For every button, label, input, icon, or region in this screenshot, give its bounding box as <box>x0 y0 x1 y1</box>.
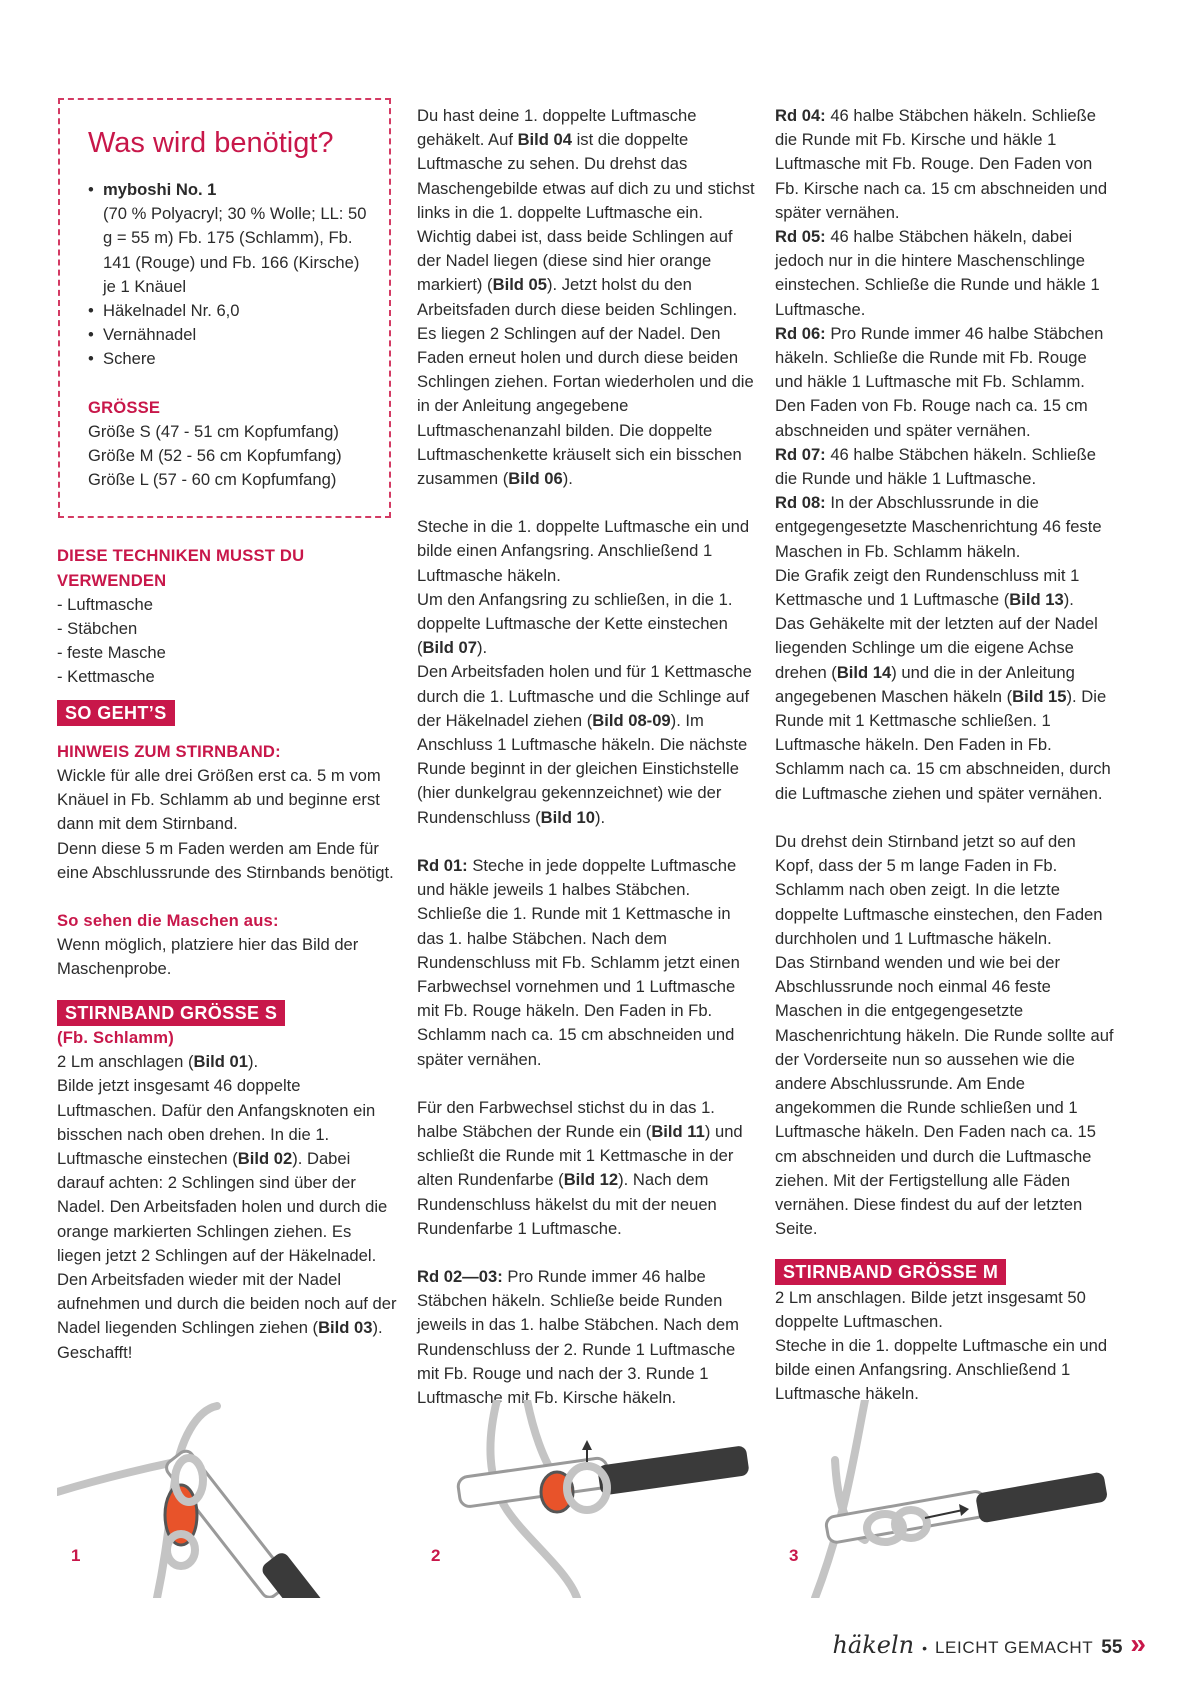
technique-item: - Stäbchen <box>57 619 138 639</box>
hinweis-text-1: Wickle für alle drei Größen erst ca. 5 m vom Knäuel in Fb. Schlamm ab und beginne erst dann mit dem Stirnband. <box>57 766 381 834</box>
materials-list <box>88 178 369 372</box>
round-08: Rd 08: In der Abschlussrunde in die entgegengesetzte Maschenrichtung 46 feste Maschen in Fb. Schlamm häkeln. <box>775 493 1102 561</box>
round-01: Rd 01: Steche in jede doppelte Luftmasche und häkle jeweils 1 halbes Stäbchen. Schließe die 1. Runde mit 1 Kettmasche in das 1. halbe Stäbchen. Nach dem Rundenschluss mit Fb. Schlamm jetzt einen Farbwechsel vornehmen und 1 Luftmasche mit Fb. Rouge häkeln. Den Faden in Fb. Schlamm nach ca. 15 cm abschneiden und später vernähen. <box>417 855 740 1069</box>
crochet-illustration-2 <box>417 1400 757 1598</box>
hinweis-text-2: Denn diese 5 m Faden werden am Ende für eine Abschlussrunde des Stirnbands benötigt. <box>57 838 394 882</box>
illustrations <box>0 1400 1190 1600</box>
size-m: Größe M (52 - 56 cm Kopfumfang) <box>88 446 342 466</box>
col3-paragraph-3: Das Stirnband wenden und wie bei der Abschlussrunde noch einmal 46 feste Maschen in die entgegengesetzte Maschenrichtung häkeln. Die Runde sollte auf der Vorderseite nun so aussehen wie die andere Abschlussrunde. Am Ende angekommen die Runde schließen und 1 Luftmasche häkeln. Den Faden nach ca. 15 cm abschneiden und durch die Luftmasche ziehen. Mit der Fertigstellung alle Fäden vernähen. Diese findest du auf der letzten Seite. <box>775 952 1114 1239</box>
col2-paragraph-2: Steche in die 1. doppelte Luftmasche ein und bilde einen Anfangsring. Anschließend 1 Luftmasche häkeln. <box>417 517 750 585</box>
size-l: Größe L (57 - 60 cm Kopfumfang) <box>88 470 337 490</box>
crochet-illustration-3 <box>775 1400 1115 1598</box>
graphic-note: Die Grafik zeigt den Rundenschluss mit 1 Kettmasche und 1 Luftmasche (Bild 13). <box>775 565 1080 610</box>
next-page-icon[interactable]: » <box>1130 1628 1146 1659</box>
figure-1 <box>57 1400 397 1598</box>
size-s-banner: STIRNBAND GRÖSSE S <box>57 1000 285 1026</box>
materials-item: • Vernähnadel <box>88 323 369 347</box>
materials-item: • myboshi No. 1 <box>88 178 369 202</box>
size-m-banner: STIRNBAND GRÖSSE M <box>775 1259 1006 1285</box>
size-s: Größe S (47 - 51 cm Kopfumfang) <box>88 421 339 441</box>
figure-number: 1 <box>71 1545 81 1565</box>
size-m-step-1: 2 Lm anschlagen. Bilde jetzt insgesamt 50 doppelte Luftmaschen. <box>775 1287 1086 1331</box>
color-change-text: Für den Farbwechsel stichst du in das 1. halbe Stäbchen der Runde ein (Bild 11) und schließt die Runde mit 1 Kettmasche in der alten Rundenfarbe (Bild 12). Nach dem Rundenschluss häkelst du mit der neuen Rundenfarbe 1 Luftmasche. <box>417 1097 743 1238</box>
footer-dot: • <box>922 1640 927 1656</box>
size-m-step-2: Steche in die 1. doppelte Luftmasche ein und bilde einen Anfangsring. Anschließend 1 Luftmasche häkeln. <box>775 1335 1108 1404</box>
materials-title: Was wird benötigt? <box>88 127 334 159</box>
technique-item: - Luftmasche <box>57 594 153 614</box>
so-gehts-banner: SO GEHT’S <box>57 700 175 726</box>
round-02-03: Rd 02—03: Pro Runde immer 46 halbe Stäbchen häkeln. Schließe beide Runden jeweils in das 1. halbe Stäbchen. Nach dem Rundenschluss der 2. Runde 1 Luftmasche mit Fb. Rouge und nach der 3. Runde 1 Luftmasche mit Fb. Kirsche häkeln. <box>417 1266 739 1407</box>
round-06: Rd 06: Pro Runde immer 46 halbe Stäbchen häkeln. Schließe die Runde mit Fb. Rouge und häkle 1 Luftmasche mit Fb. Schlamm. Den Faden von Fb. Rouge nach ca. 15 cm abschneiden und später vernähen. <box>775 323 1104 440</box>
technique-item: - feste Masche <box>57 643 166 663</box>
size-heading: GRÖSSE <box>88 397 161 417</box>
turn-note: Das Gehäkelte mit der letzten auf der Nadel liegenden Schlinge um die eigene Achse drehen (Bild 14) und die in der Anleitung angegebenen Maschen häkeln (Bild 15). Die Runde mit 1 Kettmasche schließen. 1 Luftmasche häkeln. Den Faden in Fb. Schlamm nach ca. 15 cm abschneiden, durch die Luftmasche ziehen und später vernähen. <box>775 614 1111 803</box>
maschen-text: Wenn möglich, platziere hier das Bild der Maschenprobe. <box>57 935 359 979</box>
round-04: Rd 04: 46 halbe Stäbchen häkeln. Schließe die Runde mit Fb. Kirsche und häkle 1 Luftmasche mit Fb. Rouge. Den Faden von Fb. Kirsche nach ca. 15 cm abschneiden und später vernähen. <box>775 106 1108 222</box>
materials-item: (70 % Polyacryl; 30 % Wolle; LL: 50 g = 55 m) Fb. 175 (Schlamm), Fb. 141 (Rouge) und Fb. 166 (Kirsche) je 1 Knäuel <box>103 204 367 296</box>
size-s-step-1: 2 Lm anschlagen (Bild 01). <box>57 1052 259 1072</box>
materials-item: • Häkelnadel Nr. 6,0 <box>88 299 369 323</box>
col3-paragraph-2: Du drehst dein Stirnband jetzt so auf den Kopf, dass der 5 m lange Faden in Fb. Schlamm nach oben zeigt. In die letzte doppelte Luftmasche einstechen, den Faden durchholen und 1 Luftmasche häkeln. <box>775 831 1103 948</box>
col2-paragraph-4: Den Arbeitsfaden holen und für 1 Kettmasche durch die 1. Luftmasche und die Schlinge auf der Häkelnadel ziehen (Bild 08-09). Im Anschluss 1 Luftmasche häkeln. Die nächste Runde beginnt in der gleichen Einstichstelle (hier dunkelgrau gekennzeichnet) wie der Rundenschluss (Bild 10). <box>417 662 752 827</box>
materials-item: • Schere <box>88 347 369 371</box>
crochet-illustration-1 <box>57 1400 397 1598</box>
round-05: Rd 05: 46 halbe Stäbchen häkeln, dabei jedoch nur in die hintere Maschenschlinge einstechen. Schließe die Runde und häkle 1 Luftmasche. <box>775 227 1100 319</box>
col2-paragraph-3: Um den Anfangsring zu schließen, in die 1. doppelte Luftmasche der Kette einstechen (Bild 07). <box>417 589 733 658</box>
figure-number: 2 <box>431 1545 441 1565</box>
materials-box <box>58 98 391 518</box>
footer-label: LEICHT GEMACHT <box>935 1638 1094 1657</box>
col2-paragraph-1: Du hast deine 1. doppelte Luftmasche gehäkelt. Auf Bild 04 ist die doppelte Luftmasche zu sehen. Du drehst das Maschengebilde etwas auf dich zu und stichst links in die 1. doppelte Luftmasche ein. Wichtig dabei ist, dass beide Schlingen auf der Nadel liegen (diese sind hier orange markiert) (Bild 05). Jetzt holst du den Arbeitsfaden durch diese beiden Schlingen. Es liegen 2 Schlingen auf der Nadel. Den Faden erneut holen und durch diese beiden Schlingen ziehen. Fortan wiederholen und die in der Anleitung angegebene Luftmaschenanzahl bilden. Die doppelte Luftmaschenkette kräuselt sich ein bisschen zusammen (Bild 06). <box>417 106 755 489</box>
figure-2 <box>417 1400 757 1598</box>
column-1 <box>57 104 397 1365</box>
column-3 <box>775 104 1115 1407</box>
techniques-heading: DIESE TECHNIKEN MUSST DU VERWENDEN <box>57 546 305 590</box>
size-s-subtitle: (Fb. Schlamm) <box>57 1027 174 1047</box>
size-s-step-2: Bilde jetzt insgesamt 46 doppelte Luftmaschen. Dafür den Anfangsknoten ein bisschen nach oben drehen. In die 1. Luftmasche einstechen (Bild 02). Dabei darauf achten: 2 Schlingen sind über der Nadel. Den Arbeitsfaden holen und durch die orange markierten Schlingen ziehen. Es liegen jetzt 2 Schlingen auf der Häkelnadel. Den Arbeitsfaden wieder mit der Nadel aufnehmen und durch die beiden noch auf der Nadel liegenden Schlingen ziehen (Bild 03). Geschafft! <box>57 1076 397 1362</box>
maschen-heading: So sehen die Maschen aus: <box>57 911 279 931</box>
figure-number: 3 <box>789 1545 799 1565</box>
column-2 <box>417 104 757 1410</box>
round-07: Rd 07: 46 halbe Stäbchen häkeln. Schließe die Runde und häkle 1 Luftmasche. <box>775 444 1097 489</box>
technique-item: - Kettmasche <box>57 667 155 687</box>
footer-script-logo: häkeln <box>832 1631 915 1659</box>
page-footer <box>832 1628 1146 1663</box>
hinweis-heading: HINWEIS ZUM STIRNBAND: <box>57 741 281 761</box>
figure-3 <box>775 1400 1115 1598</box>
page-number: 55 <box>1101 1637 1123 1658</box>
